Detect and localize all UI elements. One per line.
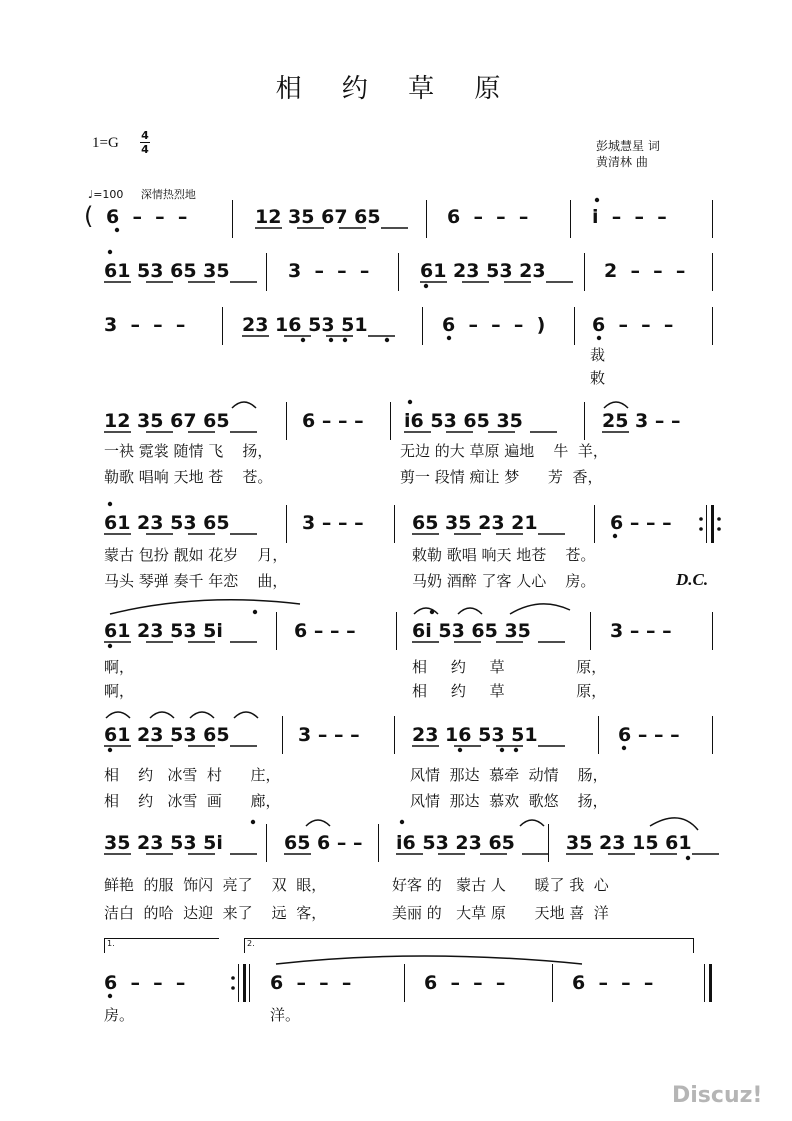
lyric: 马奶 酒醉 了客 人心 房。 (412, 572, 596, 590)
r9-m2: 6 – – – (270, 972, 352, 994)
lyric: 无边 的大 草原 遍地 牛 羊， (400, 442, 608, 460)
lyric: 敕勒 歌唱 响天 地苍 苍。 (412, 546, 596, 564)
r7-m2: 3 – – – (298, 724, 360, 746)
lyric: 洁白 的哈 达迎 来了 远 客， (104, 904, 327, 922)
r8-m2: 65 6 – – (284, 832, 363, 854)
lyric: 一袂 霓裳 随情 飞 扬， (104, 442, 273, 460)
r6-m4: 3 – – – (610, 620, 672, 642)
r8-m3: i6 53 23 65 (396, 832, 515, 854)
r1-m2: 12 35 67 65 (255, 206, 381, 228)
r4-m1: 12 35 67 65 (104, 410, 230, 432)
r5-m4: 6 – – – (610, 512, 672, 534)
r6-m3: 6i 53 65 35 (412, 620, 531, 642)
r9-m1: 6 – – – (104, 972, 186, 994)
r8-m1: 35 23 53 5i (104, 832, 223, 854)
lyric: 啊， (104, 658, 135, 676)
r8-m4: 35 23 15 61 (566, 832, 692, 854)
lyric: 马头 琴弹 奏千 年恋 曲， (104, 572, 288, 590)
time-sig-bottom: 4 (141, 143, 149, 156)
lyric: 洋。 (270, 1006, 301, 1024)
r4-m4: 25 3 – – (602, 410, 681, 432)
dc-marking: D.C. (676, 570, 709, 589)
composer-credit: 黄清林 曲 (596, 155, 648, 169)
r6-m2: 6 – – – (294, 620, 356, 642)
r2-m2: 3 – – – (288, 260, 370, 282)
lyric: 美丽 的 大草 原 天地 喜 洋 (392, 904, 609, 922)
lyric: 蒙古 包扮 靓如 花岁 月， (104, 546, 288, 564)
r5-m1: 61 23 53 65 (104, 512, 230, 534)
r4-m3: i6 53 65 35 (404, 410, 523, 432)
lyric: 相 约 草 原， (412, 658, 607, 676)
lyric: 风情 那达 慕欢 歌悠 扬， (410, 792, 608, 810)
r3-m1: 3 – – – (104, 314, 186, 336)
r5-m3: 65 35 23 21 (412, 512, 538, 534)
lyric: 好客 的 蒙古 人 暖了 我 心 (392, 876, 609, 894)
lyric: 鲜艳 的服 饰闪 亮了 双 眼， (104, 876, 327, 894)
watermark-logo: Discuz! (672, 1083, 763, 1108)
r6-m1: 61 23 53 5i (104, 620, 223, 642)
lyric: 相 约 草 原， (412, 682, 607, 700)
r1-m4: i – – – (592, 206, 667, 228)
r2-m1: 61 53 65 35 (104, 260, 230, 282)
volta-2: 2. (244, 938, 694, 953)
lyric: 啊， (104, 682, 135, 700)
open-paren: ( (84, 202, 94, 230)
lyric: 剪一 段情 痴让 梦 芳 香， (400, 468, 603, 486)
lyric: 风情 那达 慕牵 动情 肠， (410, 766, 608, 784)
lyric: 勒歌 唱响 天地 苍 苍。 (104, 468, 273, 486)
r3-m4: 6 – – – (592, 314, 674, 336)
r2-m4: 2 – – – (604, 260, 686, 282)
r7-m1: 61 23 53 65 (104, 724, 230, 746)
r9-m4: 6 – – – (572, 972, 654, 994)
lyric: 相 约 冰雪 村 庄， (104, 766, 281, 784)
key-signature: 1=G (92, 135, 119, 151)
volta-1: 1. (104, 938, 219, 953)
r3-m3: 6 – – – ) (442, 314, 546, 336)
lyric: 房。 (104, 1006, 135, 1024)
r3-m2: 23 16 53 51 (242, 314, 368, 336)
lyric: 裁 (590, 346, 606, 364)
r2-m3: 61 23 53 23 (420, 260, 546, 282)
r1-m3: 6 – – – (447, 206, 529, 228)
lyric: 相 约 冰雪 画 廊， (104, 792, 281, 810)
time-sig-top: 4 (141, 129, 149, 142)
song-title: 相 约 草 原 (275, 74, 517, 104)
r4-m2: 6 – – – (302, 410, 364, 432)
r7-m3: 23 16 53 51 (412, 724, 538, 746)
expression-text: 深情热烈地 (140, 188, 196, 201)
r9-m3: 6 – – – (424, 972, 506, 994)
tempo-value: ♩=100 (88, 188, 124, 201)
lyricist-credit: 彭城慧星 词 (596, 139, 660, 153)
r1-m1: 6 – – – (106, 206, 188, 228)
lyric: 敕 (590, 369, 606, 387)
r7-m4: 6 – – – (618, 724, 680, 746)
r5-m2: 3 – – – (302, 512, 364, 534)
